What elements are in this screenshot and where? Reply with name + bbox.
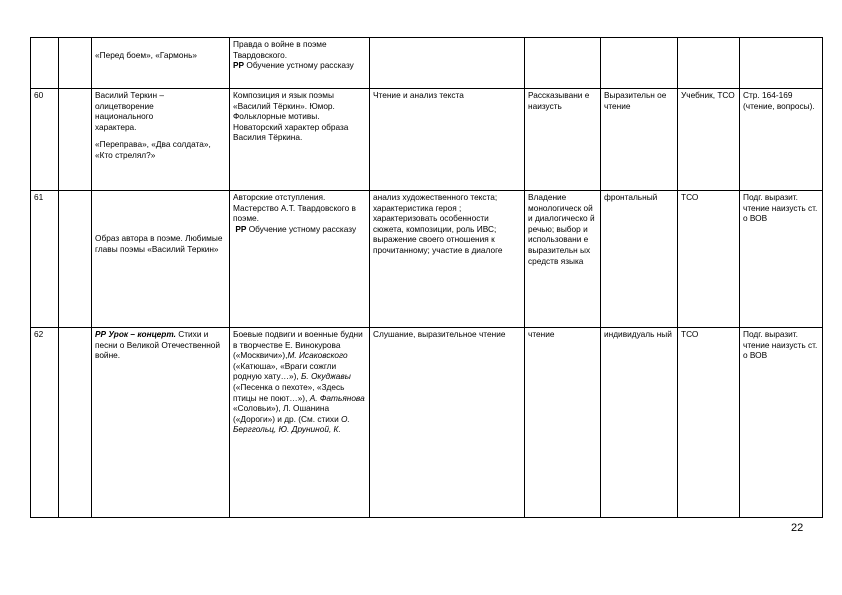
content-line-2: Твардовского.: [233, 49, 288, 60]
topic-line-4: характера.: [95, 121, 137, 132]
rr-tag: РР: [235, 223, 247, 234]
content-segment: («Песенка о пехоте», «Здесь птицы не поют…»),: [233, 381, 345, 403]
content-segment: А. Фатьянова: [309, 392, 365, 403]
table-row-62: [31, 328, 823, 518]
cell-resources: ТСО: [678, 191, 740, 328]
cell-topic: [92, 328, 230, 518]
cell-hours: [59, 328, 92, 518]
cell-content: Композиция и язык поэмы «Василий Тёркин». Юмор. Фольклорные мотивы. Новаторский характер образа Василия Тёркина.: [230, 89, 370, 191]
cell-activity: анализ художественного текста; характеристика героя ; характеризовать особенности сюжета, композиции, роль ИВС; выражение своего отношения к прочитанному; участие в диалоге: [370, 191, 525, 328]
topic-rest: Стихи и песни о Великой Отечественной войне.: [95, 329, 221, 361]
lesson-plan-table: [30, 37, 823, 518]
table-row-61: [31, 191, 823, 328]
cell-form: фронтальный: [601, 191, 678, 328]
content-segment: («Катюша», «Враги сожгли родную хату…»),: [233, 360, 337, 382]
cell-resources: [678, 38, 740, 89]
topic-extra: «Переправа», «Два солдата», «Кто стрелял?»: [95, 139, 211, 160]
cell-homework: Стр. 164-169 (чтение, вопросы).: [740, 89, 823, 191]
content-segment: М. Исаковского: [287, 350, 348, 361]
cell-topic: Образ автора в поэме. Любимые главы поэмы «Василий Теркин»: [92, 191, 230, 328]
cell-control: [525, 38, 601, 89]
content-text: Авторские отступления. Мастерство А.Т. Твардовского в поэме.: [233, 192, 356, 224]
topic-line-1: Василий Теркин –: [95, 90, 164, 100]
cell-control: Владение монологическ ой и диалогическо й речью; выбор и использовани е выразительн ых средств языка: [525, 191, 601, 328]
cell-content: [230, 191, 370, 328]
cell-activity: Чтение и анализ текста: [370, 89, 525, 191]
cell-topic: [92, 89, 230, 191]
cell-content: [230, 38, 370, 89]
content-rr-line: [233, 60, 366, 71]
rr-text: Обучение устному рассказу: [244, 60, 354, 71]
cell-homework: Подг. выразит. чтение наизусть ст. о ВОВ: [740, 328, 823, 518]
cell-form: [601, 38, 678, 89]
cell-control: чтение: [525, 328, 601, 518]
cell-resources: Учебник, ТСО: [678, 89, 740, 191]
topic-line-3: национального: [95, 111, 154, 122]
page-number: 22: [791, 522, 804, 534]
topic-title: РР Урок – концерт.: [95, 329, 176, 339]
cell-topic: [92, 38, 230, 89]
cell-num: 60: [31, 89, 59, 191]
content-rr-line: [233, 224, 366, 235]
content-segment: Б. Окуджавы: [300, 371, 351, 382]
cell-hours: [59, 191, 92, 328]
cell-control: Рассказывани е наизусть: [525, 89, 601, 191]
table-row-continued: [31, 38, 823, 89]
cell-hours: [59, 38, 92, 89]
cell-form: индивидуаль ный: [601, 328, 678, 518]
cell-resources: ТСО: [678, 328, 740, 518]
cell-hours: [59, 89, 92, 191]
cell-num: [31, 38, 59, 89]
content-segment: Боевые подвиги и военные будни в творчестве Е. Винокурова («Москвичи»),: [233, 329, 363, 361]
cell-homework: [740, 38, 823, 89]
cell-form: Выразительн ое чтение: [601, 89, 678, 191]
topic-line-2: олицетворение: [95, 100, 154, 111]
cell-num: 61: [31, 191, 59, 328]
cell-activity: Слушание, выразительное чтение: [370, 328, 525, 518]
content-line-1: Правда о войне в поэме: [233, 39, 327, 49]
cell-num: 62: [31, 328, 59, 518]
table-row-60: [31, 89, 823, 191]
rr-tag: РР: [233, 60, 245, 71]
topic-text: «Перед боем», «Гармонь»: [95, 50, 198, 60]
content-segment: О. Берггольц, Ю. Друниной, К.: [233, 413, 350, 435]
cell-homework: Подг. выразит. чтение наизусть ст. о ВОВ: [740, 191, 823, 328]
cell-content: [230, 328, 370, 518]
cell-activity: [370, 38, 525, 89]
rr-text: Обучение устному рассказу: [246, 223, 357, 234]
content-segment: «Соловьи»), Л. Ошанина («Дороги») и др. (См. стихи: [233, 403, 342, 424]
